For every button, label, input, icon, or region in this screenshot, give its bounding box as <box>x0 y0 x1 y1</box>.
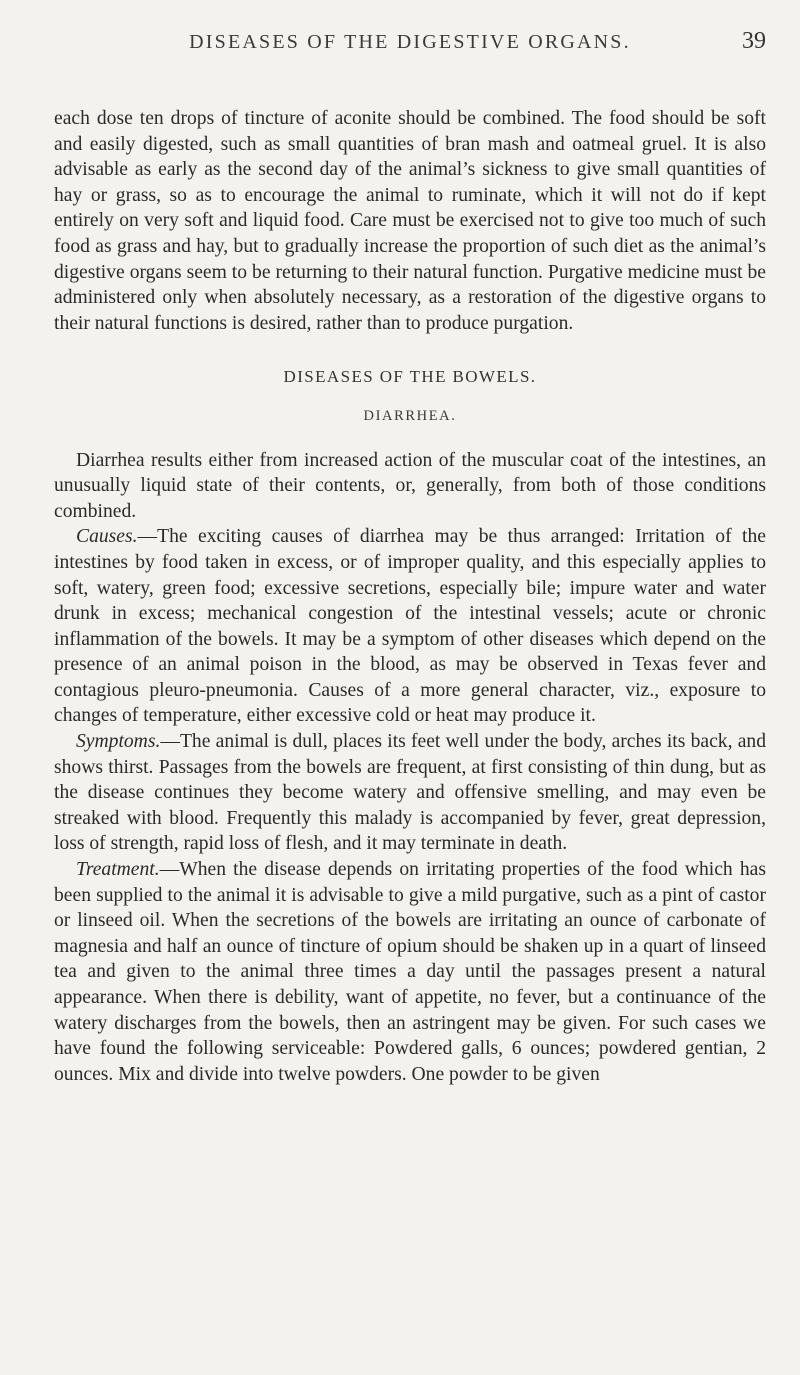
page-number: 39 <box>742 28 766 54</box>
causes-paragraph <box>54 524 766 729</box>
subsection-heading: DIARRHEA. <box>363 407 457 424</box>
definition-paragraph: Diarrhea results either from increased action of the muscular coat of the intestines, an unusually liquid state of their contents, or, generally, from both of those conditions combined. <box>54 449 766 522</box>
treatment-label: Treatment. <box>76 859 160 881</box>
causes-text: —The exciting causes of diarrhea may be thus arranged: Irritation of the intestines by food taken in excess, or of improper quality, and this especially applies to soft, watery, green food; excessive secretions, especially bile; impure water and water drunk in excess; mechanical congestion of the intestinal vessels; acute or chronic inflammation of the bowels. It may be a symptom of other diseases which depend on the presence of an animal poison in the blood, as may be observed in Texas fever and contagious pleuro-pneumonia. Causes of a more general character, viz., exposure to changes of temperature, either excessive cold or heat may produce it. <box>54 526 766 727</box>
page-body <box>54 106 766 1087</box>
section-heading: DISEASES OF THE BOWELS. <box>283 367 537 387</box>
causes-label: Causes. <box>76 526 138 548</box>
intro-paragraph: each dose ten drops of tincture of aconite should be combined. The food should be soft and easily digested, such as small quantities of bran mash and oatmeal gruel. It is also advisable as early as the second day of the animal’s sickness to give small quantities of hay or grass, so as to encourage the animal to ruminate, which it will not do if kept entirely on very soft and liquid food. Care must be exercised not to give too much of such food as grass and hay, but to gradually increase the proportion of such diet as the animal’s digestive organs seem to be returning to their natural function. Purgative medicine must be administered only when absolutely necessary, as a restoration of the digestive organs to their natural functions is desired, rather than to produce purgation. <box>54 108 766 334</box>
symptoms-paragraph <box>54 729 766 857</box>
symptoms-label: Symptoms. <box>76 731 161 753</box>
running-header <box>54 28 766 68</box>
treatment-text: —When the disease depends on irritating properties of the food which has been supplied to the animal it is advisable to give a mild purgative, such as a pint of castor or linseed oil. When the secretions of the bowels are irritating an ounce of carbonate of magnesia and half an ounce of tincture of opium should be shaken up in a quart of linseed tea and given to the animal three times a day until the passages present a natural appearance. When there is debility, want of appetite, no fever, but a continuance of the watery discharges from the bowels, then an astringent may be given. For such cases we have found the following serviceable: Powdered galls, 6 ounces; powdered gentian, 2 ounces. Mix and divide into twelve powders. One powder to be given <box>54 859 766 1085</box>
treatment-paragraph <box>54 857 766 1087</box>
symptoms-text: —The animal is dull, places its feet well under the body, arches its back, and shows thirst. Passages from the bowels are frequent, at first consisting of thin dung, but as the disease continues they become watery and offensive smelling, and may even be streaked with blood. Frequently this malady is accompanied by fever, great depression, loss of strength, rapid loss of flesh, and it may terminate in death. <box>54 731 766 855</box>
running-title: DISEASES OF THE DIGESTIVE ORGANS. <box>189 31 631 53</box>
